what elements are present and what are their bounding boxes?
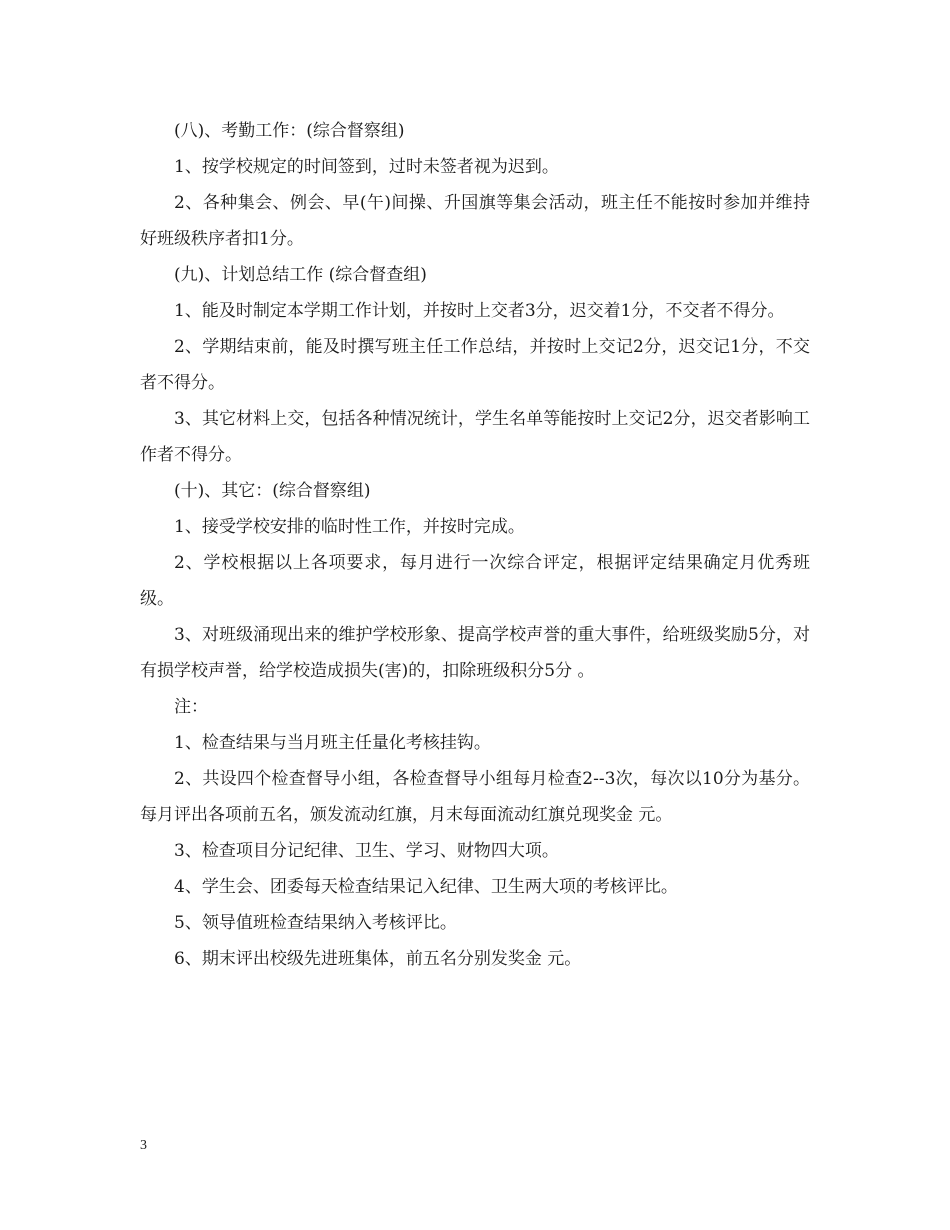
section-9-item-2: 2、学期结束前，能及时撰写班主任工作总结，并按时上交记2分，迟交记1分，不交者不得分。	[140, 337, 810, 393]
section-9-item-3: 3、其它材料上交，包括各种情况统计，学生名单等能按时上交记2分，迟交者影响工作者不得分。	[140, 409, 810, 465]
note-item-2: 2、共设四个检查督导小组，各检查督导小组每月检查2--3次，每次以10分为基分。每月评出各项前五名，颁发流动红旗，月末每面流动红旗兑现奖金 元。	[140, 769, 810, 825]
note-item-3: 3、检查项目分记纪律、卫生、学习、财物四大项。	[174, 841, 559, 861]
section-8-item-1: 1、按学校规定的时间签到，过时未签者视为迟到。	[174, 157, 559, 177]
page-number: 3	[140, 1138, 147, 1153]
note-item-4: 4、学生会、团委每天检查结果记入纪律、卫生两大项的考核评比。	[174, 877, 678, 897]
note-item-1: 1、检查结果与当月班主任量化考核挂钩。	[174, 733, 491, 753]
section-10-item-3: 3、对班级涌现出来的维护学校形象、提高学校声誉的重大事件，给班级奖励5分，对有损学校声誉，给学校造成损失(害)的，扣除班级积分5分 。	[140, 625, 810, 681]
note-item-5: 5、领导值班检查结果纳入考核评比。	[174, 913, 457, 933]
document-body	[140, 113, 810, 977]
section-10-item-2: 2、学校根据以上各项要求，每月进行一次综合评定，根据评定结果确定月优秀班级。	[140, 553, 810, 609]
section-9-item-1: 1、能及时制定本学期工作计划，并按时上交者3分，迟交着1分，不交者不得分。	[174, 301, 785, 321]
section-10-item-1: 1、接受学校安排的临时性工作，并按时完成。	[174, 517, 525, 537]
section-9-heading: (九)、计划总结工作 (综合督查组)	[174, 265, 427, 285]
section-10-heading: (十)、其它：(综合督察组)	[174, 481, 371, 501]
section-8-heading: (八)、考勤工作：(综合督察组)	[174, 121, 405, 141]
notes-heading: 注：	[174, 697, 208, 717]
section-8-item-2: 2、各种集会、例会、早(午)间操、升国旗等集会活动，班主任不能按时参加并维持好班级秩序者扣1分。	[140, 193, 810, 249]
note-item-6: 6、期末评出校级先进班集体，前五名分别发奖金 元。	[174, 949, 582, 969]
